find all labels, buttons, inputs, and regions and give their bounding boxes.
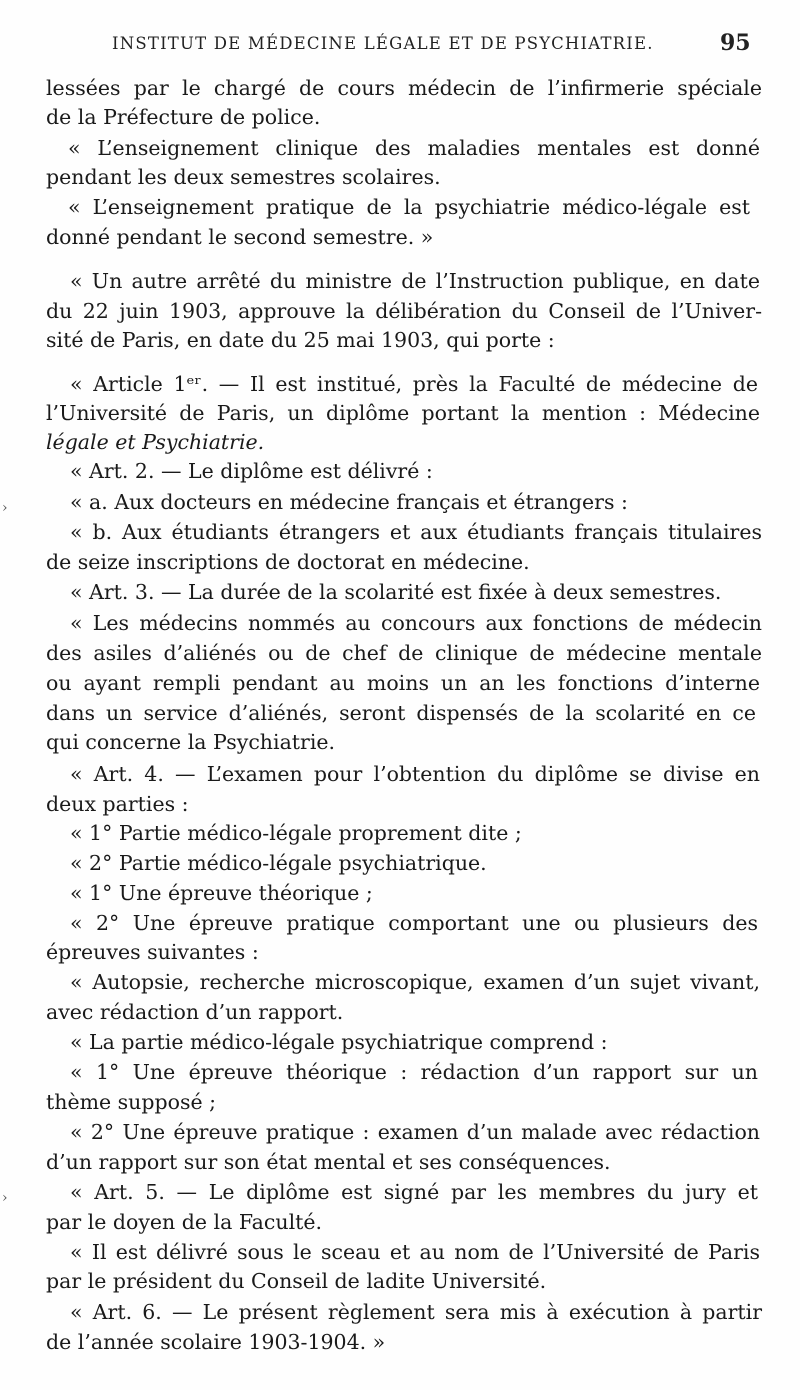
text-line: « 1° Une épreuve théorique ; xyxy=(70,881,373,905)
text-line: pendant les deux semestres scolaires. xyxy=(46,165,441,189)
text-line: « b. Aux étudiants étrangers et aux étudiants français titulaires xyxy=(70,520,762,544)
text-line: « Art. 2. — Le diplôme est délivré : xyxy=(70,459,433,483)
text-line: « Art. 6. — Le présent règlement sera mis à exécution à partir xyxy=(70,1300,762,1324)
text-line: lessées par le chargé de cours médecin de l’infirmerie spéciale xyxy=(46,76,762,100)
text-line: légale et Psychiatrie. xyxy=(46,430,265,454)
text-line: « L’enseignement clinique des maladies mentales est donné xyxy=(68,136,760,160)
text-line: thème supposé ; xyxy=(46,1090,217,1114)
text-line: « a. Aux docteurs en médecine français et étrangers : xyxy=(70,490,628,514)
text-line: de seize inscriptions de doctorat en médecine. xyxy=(46,550,530,574)
text-line: « Les médecins nommés au concours aux fonctions de médecin xyxy=(70,611,762,635)
text-line: « Art. 4. — L’examen pour l’obtention du diplôme se divise en xyxy=(70,762,760,786)
text-line: « L’enseignement pratique de la psychiatrie médico-légale est xyxy=(68,195,750,219)
running-head-title: INSTITUT DE MÉDECINE LÉGALE ET DE PSYCHIATRIE. xyxy=(112,34,654,53)
text-line: avec rédaction d’un rapport. xyxy=(46,1000,344,1024)
text-line: du 22 juin 1903, approuve la délibération du Conseil de l’Univer- xyxy=(46,299,762,323)
text-line: « Autopsie, recherche microscopique, examen d’un sujet vivant, xyxy=(70,970,760,994)
text-line: qui concerne la Psychiatrie. xyxy=(46,730,336,754)
text-line: épreuves suivantes : xyxy=(46,940,259,964)
text-line: des asiles d’aliénés ou de chef de clinique de médecine mentale xyxy=(46,641,762,665)
text-line: d’un rapport sur son état mental et ses conséquences. xyxy=(46,1150,611,1174)
text-line: « La partie médico-légale psychiatrique comprend : xyxy=(70,1030,608,1054)
text-line: de la Préfecture de police. xyxy=(46,105,321,129)
text-line: « 2° Partie médico-légale psychiatrique. xyxy=(70,851,487,875)
text-line: « Il est délivré sous le sceau et au nom de l’Université de Paris xyxy=(70,1240,760,1264)
text-line: deux parties : xyxy=(46,792,189,816)
text-line: par le président du Conseil de ladite Université. xyxy=(46,1269,547,1293)
text-line: « Art. 3. — La durée de la scolarité est fixée à deux semestres. xyxy=(70,580,722,604)
page-number: 95 xyxy=(720,30,751,56)
text-line: de l’année scolaire 1903-1904. » xyxy=(46,1330,386,1354)
text-line: « Article 1ᵉʳ. — Il est institué, près la Faculté de médecine de xyxy=(70,372,758,396)
text-line: donné pendant le second semestre. » xyxy=(46,225,434,249)
text-line: « Art. 5. — Le diplôme est signé par les membres du jury et xyxy=(70,1180,758,1204)
text-line: par le doyen de la Faculté. xyxy=(46,1210,323,1234)
text-line: « 2° Une épreuve pratique comportant une ou plusieurs des xyxy=(70,911,758,935)
text-line: ou ayant rempli pendant au moins un an les fonctions d’interne xyxy=(46,671,760,695)
text-line: l’Université de Paris, un diplôme portant la mention : Médecine xyxy=(46,401,760,425)
text-line: « Un autre arrêté du ministre de l’Instruction publique, en date xyxy=(70,269,760,293)
text-line: sité de Paris, en date du 25 mai 1903, qui porte : xyxy=(46,328,555,352)
text-line: « 1° Partie médico-légale proprement dite ; xyxy=(70,821,522,845)
text-line: « 1° Une épreuve théorique : rédaction d’un rapport sur un xyxy=(70,1060,758,1084)
text-line: dans un service d’aliénés, seront dispensés de la scolarité en ce xyxy=(46,701,756,725)
text-line: « 2° Une épreuve pratique : examen d’un malade avec rédaction xyxy=(70,1120,760,1144)
margin-tick-mark: › xyxy=(2,500,8,516)
margin-tick-mark: › xyxy=(2,1190,8,1206)
